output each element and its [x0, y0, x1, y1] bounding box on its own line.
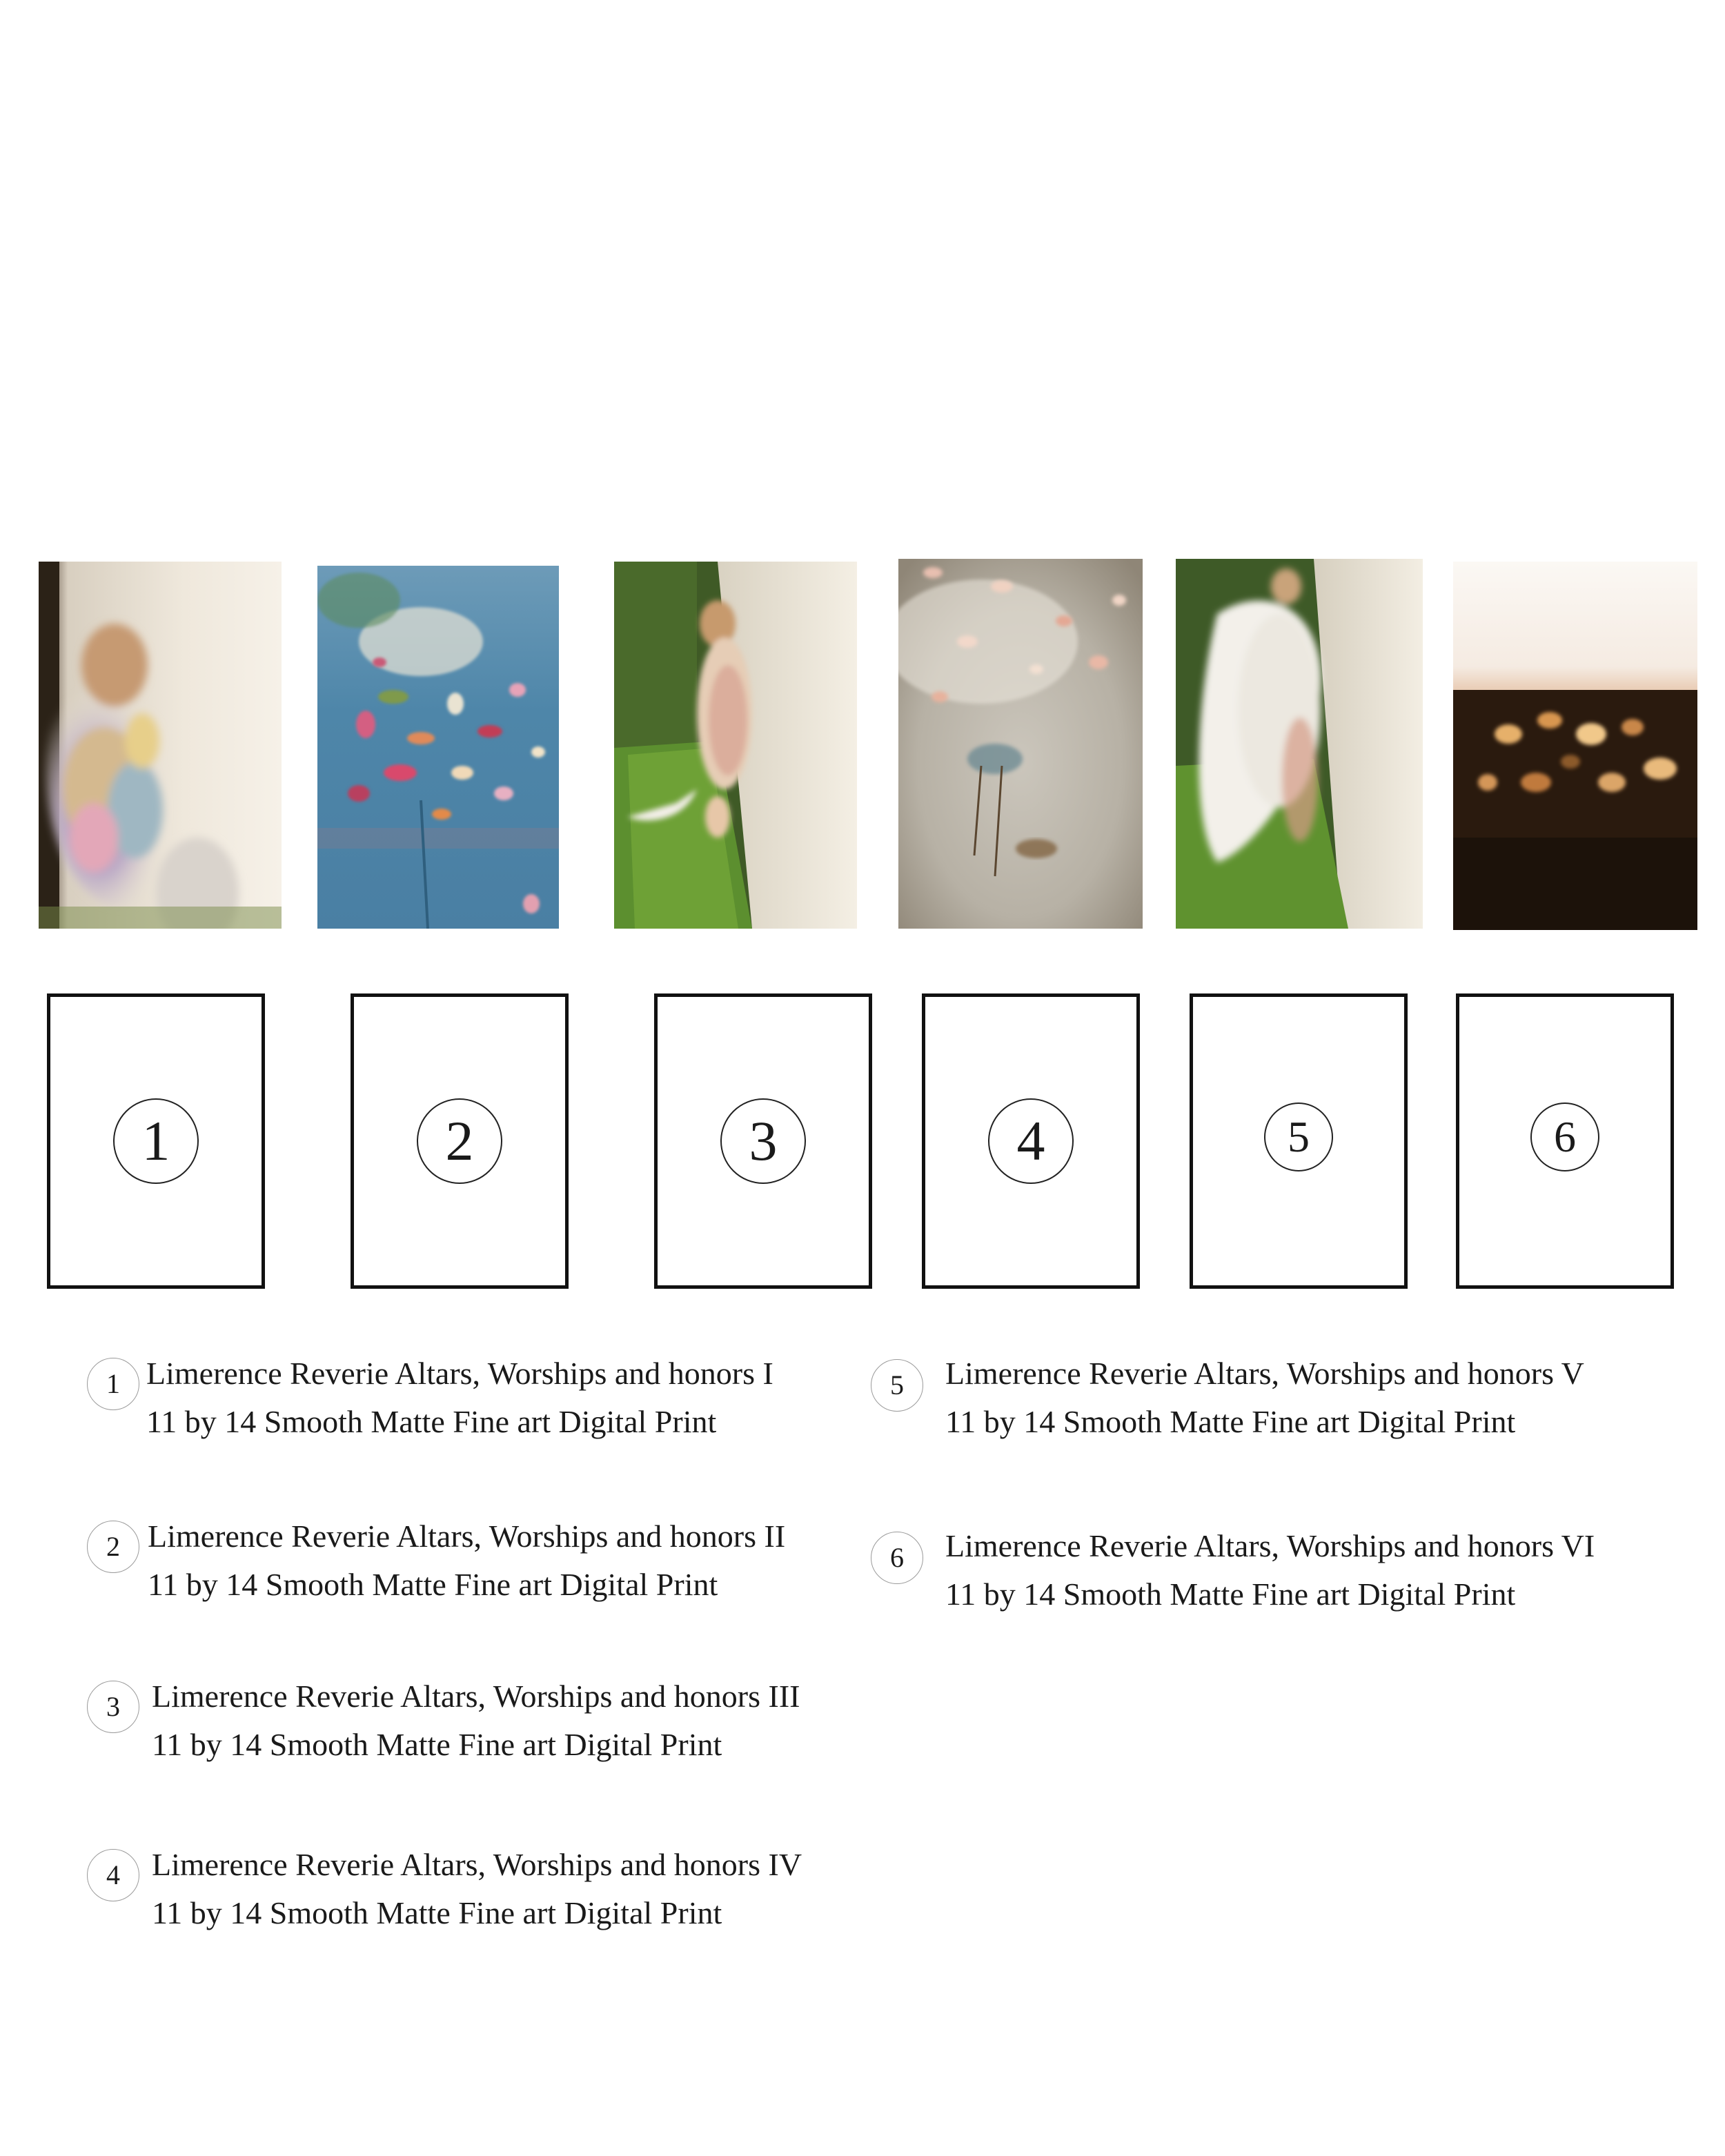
- caption-number-badge: 1: [87, 1358, 139, 1410]
- caption-number-badge: 5: [871, 1359, 923, 1412]
- photo-2: [317, 566, 559, 929]
- artwork-title: Limerence Reverie Altars, Worships and honors II: [148, 1519, 786, 1554]
- caption-text: [152, 1841, 802, 1937]
- frame-number-badge: 6: [1530, 1102, 1599, 1171]
- frame-placement-6: [1456, 993, 1674, 1289]
- print-spec: 11 by 14 Smooth Matte Fine art Digital Print: [152, 1727, 722, 1762]
- print-spec: 11 by 14 Smooth Matte Fine art Digital Print: [148, 1567, 718, 1602]
- caption-number-badge: 6: [871, 1532, 923, 1584]
- photo-5: [1176, 559, 1423, 929]
- caption-text: [152, 1672, 800, 1769]
- print-spec: 11 by 14 Smooth Matte Fine art Digital Print: [146, 1404, 717, 1439]
- caption-text: [945, 1349, 1584, 1446]
- frame-number-badge: 4: [988, 1098, 1074, 1184]
- caption-text: [148, 1512, 785, 1609]
- artwork-title: Limerence Reverie Altars, Worships and honors I: [146, 1356, 773, 1391]
- caption-text: [945, 1522, 1595, 1619]
- artwork-title: Limerence Reverie Altars, Worships and honors V: [945, 1356, 1584, 1391]
- photo-1: [39, 562, 282, 929]
- frame-number-badge: 3: [720, 1098, 806, 1184]
- caption-text: [146, 1349, 773, 1446]
- print-spec: 11 by 14 Smooth Matte Fine art Digital Print: [152, 1895, 722, 1930]
- caption-number-badge: 2: [87, 1521, 139, 1573]
- caption-number-badge: 3: [87, 1681, 139, 1733]
- frame-placement-3: [654, 993, 872, 1289]
- frame-placement-1: [47, 993, 265, 1289]
- artwork-title: Limerence Reverie Altars, Worships and honors VI: [945, 1528, 1595, 1563]
- frame-placement-4: [922, 993, 1140, 1289]
- frame-number-badge: 1: [113, 1098, 199, 1184]
- print-spec: 11 by 14 Smooth Matte Fine art Digital Print: [945, 1576, 1516, 1612]
- caption-number-badge: 4: [87, 1849, 139, 1901]
- photo-3: [614, 562, 857, 929]
- frame-placement-5: [1190, 993, 1408, 1289]
- frame-placement-2: [351, 993, 569, 1289]
- photo-4: [898, 559, 1143, 929]
- artwork-title: Limerence Reverie Altars, Worships and honors III: [152, 1679, 800, 1714]
- frame-number-badge: 2: [417, 1098, 502, 1184]
- print-spec: 11 by 14 Smooth Matte Fine art Digital Print: [945, 1404, 1516, 1439]
- artwork-title: Limerence Reverie Altars, Worships and honors IV: [152, 1847, 802, 1882]
- photo-6: [1453, 562, 1697, 930]
- frame-number-badge: 5: [1264, 1102, 1333, 1171]
